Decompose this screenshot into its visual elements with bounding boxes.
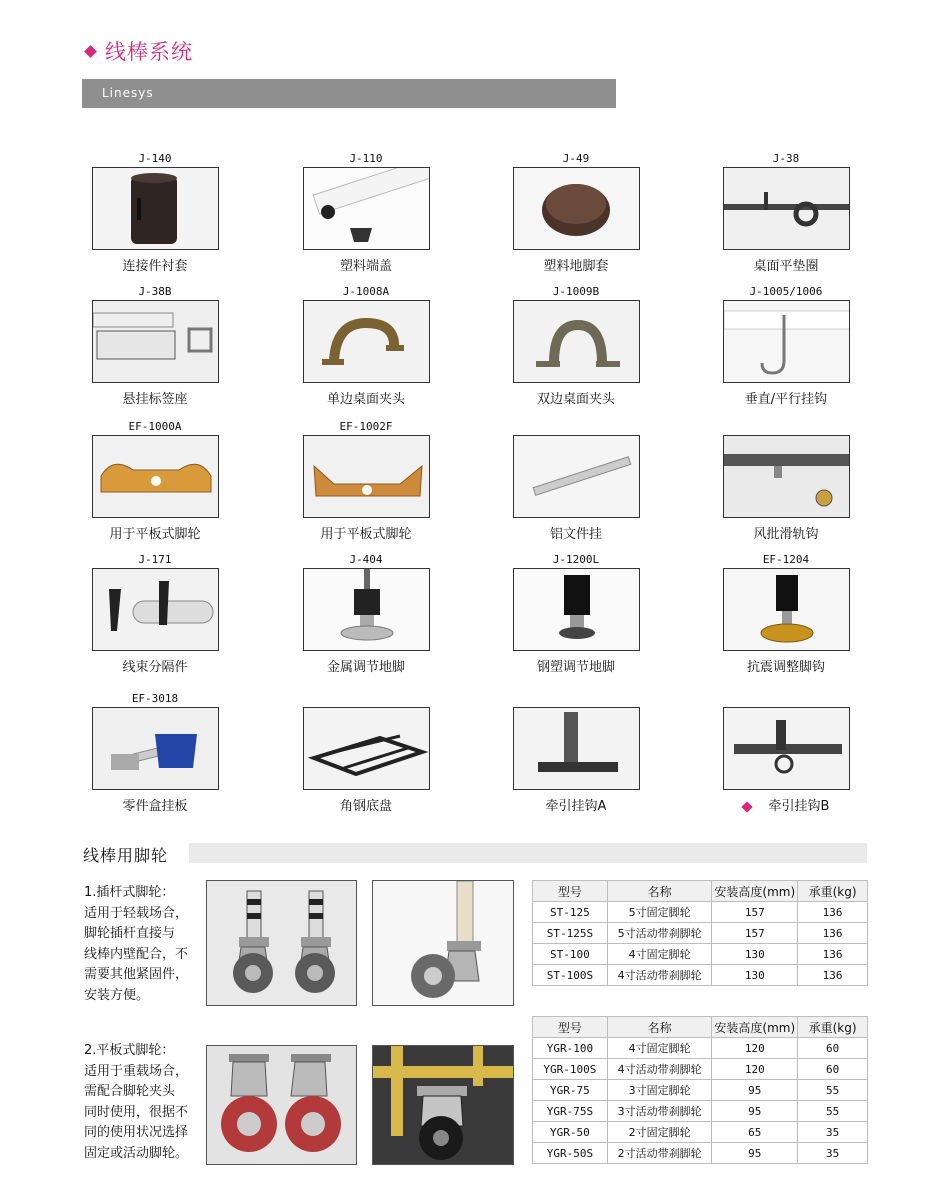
description-line: 脚轮插杆直接与 xyxy=(84,926,176,941)
description-line: 同的使用状况选择 xyxy=(84,1125,189,1140)
table-cell: 95 xyxy=(712,1143,798,1164)
product-name xyxy=(65,388,245,407)
product-name-text: 单边桌面夹头 xyxy=(326,392,405,407)
table-cell: 60 xyxy=(798,1038,868,1059)
product-name-text: 连接件衬套 xyxy=(122,259,188,274)
table-cell: 95 xyxy=(712,1080,798,1101)
table-header-row xyxy=(533,1017,868,1038)
product-name xyxy=(486,523,666,542)
table-row xyxy=(533,944,868,965)
product-name xyxy=(696,388,876,407)
end-cap-photo xyxy=(303,167,430,250)
table-cell: ST-125S xyxy=(533,923,608,944)
caster-section-title: 线棒用脚轮 xyxy=(83,846,169,865)
product-name-text: 零件盒挂板 xyxy=(122,799,188,814)
table-cell: 60 xyxy=(798,1059,868,1080)
table-row xyxy=(533,923,868,944)
subtitle-bar: Linesys xyxy=(82,79,616,108)
table-cell: YGR-75S xyxy=(533,1101,608,1122)
product-name xyxy=(486,388,666,407)
table-cell: ST-100S xyxy=(533,965,608,986)
plate-caster-installed-photo xyxy=(372,1045,514,1165)
product-name xyxy=(276,656,456,675)
product-code: J-49 xyxy=(562,152,590,165)
separator-photo xyxy=(92,568,219,651)
table-cell: 3寸固定脚轮 xyxy=(607,1080,712,1101)
product-name xyxy=(486,795,666,814)
table-cell: 5寸活动带刹脚轮 xyxy=(607,923,712,944)
product-code: J-1200L xyxy=(552,553,600,566)
product-name xyxy=(276,388,456,407)
product-code: J-110 xyxy=(349,152,383,165)
alu-rail-photo xyxy=(513,435,640,518)
table-cell: 130 xyxy=(712,944,798,965)
foot-cap-photo xyxy=(513,167,640,250)
product-name-text: 用于平板式脚轮 xyxy=(109,527,201,542)
table-cell: YGR-50S xyxy=(533,1143,608,1164)
product-name-text: 牵引挂钩B xyxy=(768,799,830,814)
angle-chassis-photo xyxy=(303,707,430,790)
table-cell: YGR-100S xyxy=(533,1059,608,1080)
metal-foot-photo xyxy=(303,568,430,651)
product-name xyxy=(486,656,666,675)
product-name xyxy=(276,255,456,274)
table-cell: 35 xyxy=(798,1122,868,1143)
column-header: 型号 xyxy=(533,881,608,902)
column-header: 安装高度(mm) xyxy=(712,881,798,902)
table-cell: 55 xyxy=(798,1080,868,1101)
table-cell: ST-125 xyxy=(533,902,608,923)
table-row xyxy=(533,1101,868,1122)
bin-hanger-photo xyxy=(92,707,219,790)
product-name-text: 塑料地脚套 xyxy=(543,259,609,274)
anti-shock-foot-photo xyxy=(723,568,850,651)
product-name xyxy=(65,656,245,675)
table-cell: 136 xyxy=(798,902,868,923)
product-name-text: 钢塑调节地脚 xyxy=(536,660,615,675)
product-name-text: 双边桌面夹头 xyxy=(536,392,615,407)
product-name-text: 线束分隔件 xyxy=(122,660,188,675)
product-name xyxy=(696,656,876,675)
table-cell: 95 xyxy=(712,1101,798,1122)
description-line: 安装方便。 xyxy=(84,987,150,1003)
description-line: 线棒内壁配合，不 xyxy=(84,946,189,962)
product-code: J-38 xyxy=(772,152,800,165)
product-name-text: 牵引挂钩A xyxy=(545,799,607,814)
product-name-text: 风批滑轨钩 xyxy=(753,527,819,542)
column-header: 型号 xyxy=(533,1017,608,1038)
product-code: J-1009B xyxy=(552,285,600,298)
stem-caster-pair-photo xyxy=(206,880,357,1006)
product-code: J-171 xyxy=(138,553,172,566)
product-name-text: 垂直/平行挂钩 xyxy=(744,392,828,407)
table-cell: 2寸固定脚轮 xyxy=(607,1122,712,1143)
product-name-text: 用于平板式脚轮 xyxy=(320,527,412,542)
product-code: J-38B xyxy=(138,285,172,298)
column-header: 名称 xyxy=(607,881,712,902)
product-code: J-1005/1006 xyxy=(749,285,823,298)
description-line: 2.平板式脚轮： xyxy=(84,1043,175,1058)
product-name xyxy=(65,255,245,274)
stem-caster-spec-table xyxy=(532,880,868,986)
plate-bracket-a-photo xyxy=(92,435,219,518)
double-clamp-photo xyxy=(513,300,640,383)
product-name-text: 角钢底盘 xyxy=(339,799,392,814)
table-cell: 157 xyxy=(712,923,798,944)
plate-bracket-f-photo xyxy=(303,435,430,518)
table-cell: 136 xyxy=(798,944,868,965)
table-row xyxy=(533,965,868,986)
tow-hook-a-photo xyxy=(513,707,640,790)
table-cell: 65 xyxy=(712,1122,798,1143)
column-header: 承重(kg) xyxy=(798,881,868,902)
product-name xyxy=(696,523,876,542)
description-line: 适用于轻载场合， xyxy=(84,905,189,921)
table-cell: 136 xyxy=(798,965,868,986)
table-cell: YGR-100 xyxy=(533,1038,608,1059)
description-line: 适用于重载场合， xyxy=(84,1063,189,1079)
table-cell: 4寸活动带刹脚轮 xyxy=(607,1059,712,1080)
table-cell: 4寸固定脚轮 xyxy=(607,944,712,965)
page-title xyxy=(86,36,193,66)
table-cell: 35 xyxy=(798,1143,868,1164)
table-cell: YGR-75 xyxy=(533,1080,608,1101)
plate-caster-spec-table xyxy=(532,1016,868,1164)
description-line: 需要其他紧固件， xyxy=(84,967,189,982)
table-cell: 5寸固定脚轮 xyxy=(607,902,712,923)
table-cell: 4寸固定脚轮 xyxy=(607,1038,712,1059)
caster-section-bar xyxy=(189,843,867,863)
label-holder-photo xyxy=(92,300,219,383)
table-row xyxy=(533,1122,868,1143)
product-code: EF-1002F xyxy=(339,420,393,433)
product-name-text: 抗震调整脚钩 xyxy=(746,660,825,675)
product-name xyxy=(696,795,876,814)
caster-type2-description xyxy=(84,1041,188,1164)
diamond-bullet-icon xyxy=(741,801,752,812)
description-line: 1.插杆式脚轮： xyxy=(84,885,175,900)
sleeve-photo xyxy=(92,167,219,250)
description-line: 同时使用，很据不 xyxy=(84,1104,189,1120)
washer-photo xyxy=(723,167,850,250)
product-name xyxy=(486,255,666,274)
single-clamp-photo xyxy=(303,300,430,383)
product-code: J-1008A xyxy=(342,285,390,298)
table-header-row xyxy=(533,881,868,902)
table-cell: YGR-50 xyxy=(533,1122,608,1143)
table-row xyxy=(533,1059,868,1080)
product-code: EF-1000A xyxy=(128,420,182,433)
table-row xyxy=(533,1143,868,1164)
product-code: J-404 xyxy=(349,553,383,566)
product-code: EF-3018 xyxy=(131,692,179,705)
product-name-text: 桌面平垫圈 xyxy=(753,259,819,274)
description-line: 固定或活动脚轮。 xyxy=(84,1145,189,1161)
diamond-bullet-icon xyxy=(84,45,97,58)
table-cell: 4寸活动带刹脚轮 xyxy=(607,965,712,986)
caster-type1-description xyxy=(84,883,188,1006)
table-cell: 120 xyxy=(712,1059,798,1080)
column-header: 名称 xyxy=(607,1017,712,1038)
column-header: 安装高度(mm) xyxy=(712,1017,798,1038)
table-cell: 2寸活动带刹脚轮 xyxy=(607,1143,712,1164)
product-name-text: 铝文件挂 xyxy=(549,527,602,542)
description-line: 需配合脚轮夹头 xyxy=(84,1084,176,1099)
table-cell: 120 xyxy=(712,1038,798,1059)
title-text: 线棒系统 xyxy=(105,40,193,64)
table-row xyxy=(533,902,868,923)
product-name xyxy=(65,795,245,814)
product-name-text: 塑料端盖 xyxy=(339,259,392,274)
tow-hook-b-photo xyxy=(723,707,850,790)
table-cell: 55 xyxy=(798,1101,868,1122)
plate-caster-pair-photo xyxy=(206,1045,357,1165)
steel-plastic-foot-photo xyxy=(513,568,640,651)
table-row xyxy=(533,1038,868,1059)
product-name xyxy=(276,523,456,542)
product-code: J-140 xyxy=(138,152,172,165)
product-name-text: 金属调节地脚 xyxy=(326,660,405,675)
table-cell: 136 xyxy=(798,923,868,944)
table-row xyxy=(533,1080,868,1101)
slide-rail-photo xyxy=(723,435,850,518)
table-cell: 157 xyxy=(712,902,798,923)
product-name xyxy=(696,255,876,274)
product-code: EF-1204 xyxy=(762,553,810,566)
hook-photo xyxy=(723,300,850,383)
product-name xyxy=(276,795,456,814)
table-cell: ST-100 xyxy=(533,944,608,965)
table-cell: 130 xyxy=(712,965,798,986)
product-name xyxy=(65,523,245,542)
table-cell: 3寸活动带刹脚轮 xyxy=(607,1101,712,1122)
column-header: 承重(kg) xyxy=(798,1017,868,1038)
product-name-text: 悬挂标签座 xyxy=(122,392,188,407)
stem-caster-installed-photo xyxy=(372,880,514,1006)
